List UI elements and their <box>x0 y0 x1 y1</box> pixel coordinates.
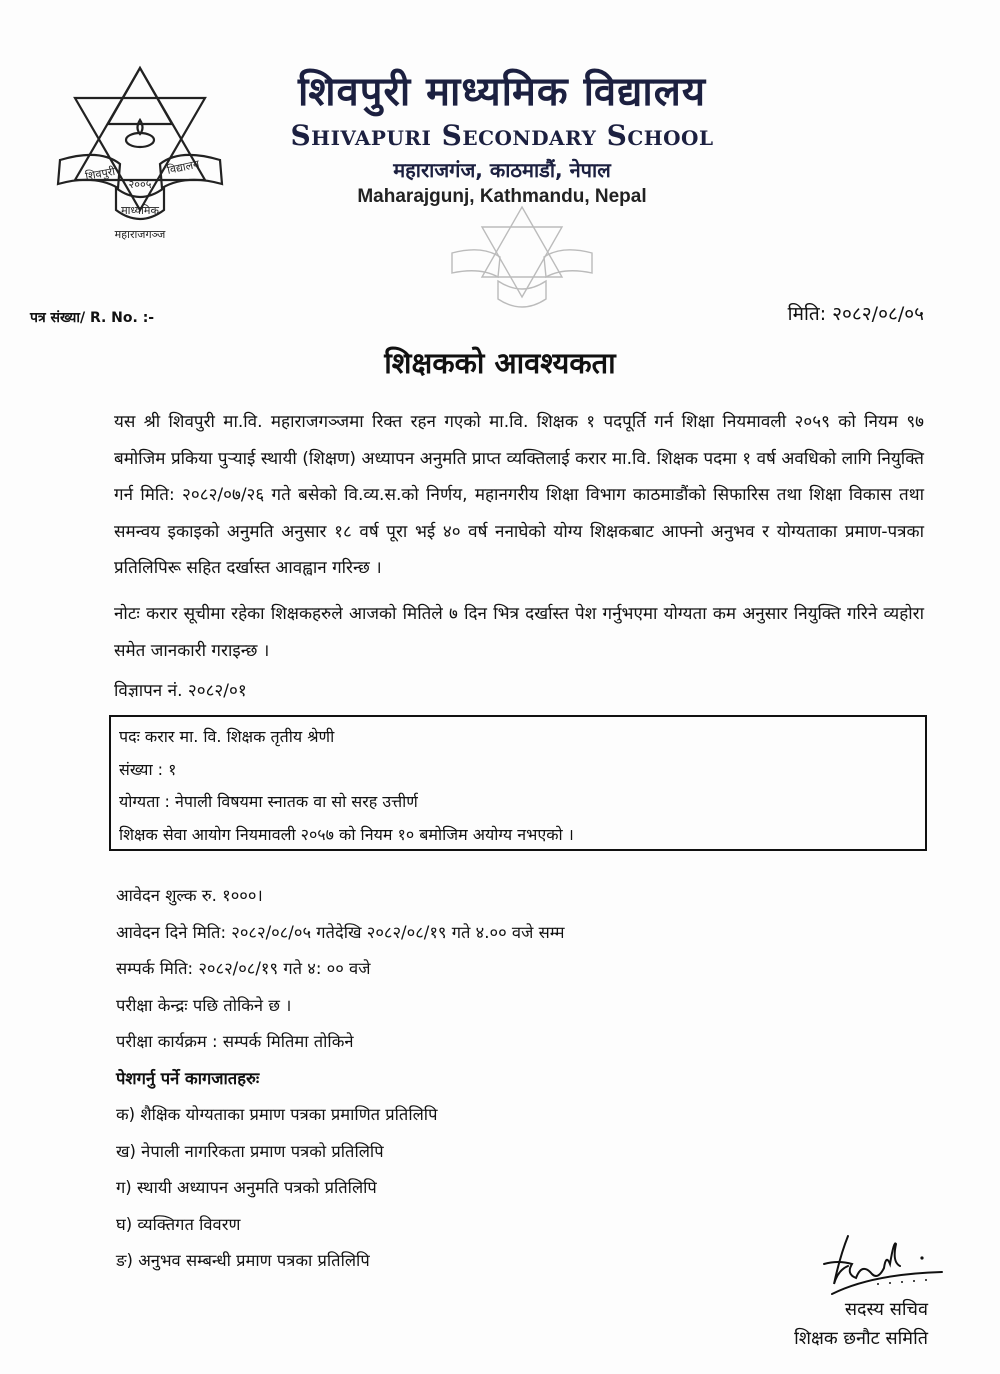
signatory-committee: शिक्षक छनौट समिति <box>794 1328 928 1349</box>
application-fee: आवेदन शुल्क रु. १०००। <box>116 886 263 905</box>
letterhead <box>262 66 742 210</box>
document-item: ङ) अनुभव सम्बन्धी प्रमाण पत्रका प्रतिलिपि <box>116 1251 370 1270</box>
main-paragraph: यस श्री शिवपुरी मा.वि. महाराजगञ्जमा रिक्त रहन गएको मा.वि. शिक्षक १ पदपूर्ति गर्न शिक्षा नियमावली २०५९ को नियम ९७ बमोजिम प्रकिया पुऱ्याई स्थायी (शिक्षण) अध्यापन अनुमति प्राप्त व्यक्तिलाई करार मा.वि. शिक्षक पदमा १ वर्ष अवधिको लागि नियुक्ति गर्न मिति: २०८२/०७/२६ गते बसेको वि.व्य.स.को निर्णय, महानगरीय शिक्षा विभाग काठमाडौंको सिफारिस तथा शिक्षा विकास तथा समन्वय इकाइको अनुमति अनुसार १८ वर्ष पूरा भई ४० वर्ष ननाघेको योग्य शिक्षकबाट आफ्नो अनुभव र योग्यताका प्रमाण-पत्रका प्रतिलिपिरू सहित दर्खास्त आवह्वान गरिन्छ । <box>114 412 924 578</box>
logo-ribbon-left: शिवपुरी <box>84 164 117 183</box>
letter-date: मिति: २०८२/०८/०५ <box>787 303 924 325</box>
address-en: Maharajgunj, Kathmandu, Nepal <box>357 186 647 207</box>
document-item: क) शैक्षिक योग्यताका प्रमाण पत्रका प्रमाणित प्रतिलिपि <box>116 1105 438 1124</box>
school-name-np: शिवपुरी माध्यमिक विद्यालय <box>297 69 707 115</box>
logo-star-up <box>108 68 172 124</box>
logo-year: २००५ <box>128 178 152 191</box>
note-paragraph: नोटः करार सूचीमा रहेका शिक्षकहरुले आजको मितिले ७ दिन भित्र दर्खास्त पेश गर्नुभएमा योग्यता कम अनुसार नियुक्ति गरिने व्यहोरा समेत जानकारी गराइन्छ । <box>114 604 924 661</box>
qualification: योग्यता : नेपाली विषयमा स्नातक वा सो सरह उत्तीर्ण <box>119 792 418 811</box>
logo-ribbon-center: माध्यमिक <box>121 204 159 217</box>
document-item: ग) स्थायी अध्यापन अनुमति पत्रको प्रतिलिपि <box>116 1178 377 1197</box>
signatory-role: सदस्य सचिव <box>844 1299 928 1320</box>
advertisement-number: विज्ञापन नं. २०८२/०१ <box>114 681 247 701</box>
vacancy-count: संख्या : १ <box>119 759 177 779</box>
application-details <box>116 878 565 1280</box>
address-np: महाराजगंज, काठमाडौं, नेपाल <box>393 158 611 182</box>
school-logo <box>20 62 260 247</box>
document-item: ख) नेपाली नागरिकता प्रमाण पत्रको प्रतिलिपि <box>116 1141 384 1161</box>
post-title: पदः करार मा. वि. शिक्षक तृतीय श्रेणी <box>119 727 335 746</box>
notice-title: शिक्षकको आवश्यकता <box>384 346 616 380</box>
logo-place: महाराजगञ्ज <box>114 228 166 241</box>
exam-schedule: परीक्षा कार्यक्रम : सम्पर्क मितिमा तोकिने <box>116 1032 354 1051</box>
document-item: घ) व्यक्तिगत विवरण <box>116 1214 241 1234</box>
documents-heading: पेशगर्नु पर्ने कागजातहरुः <box>116 1068 260 1088</box>
stamp-watermark <box>432 205 612 323</box>
school-name-en: Shivapuri Secondary School <box>290 119 714 152</box>
reference-number-label: पत्र संख्या/ R. No. :- <box>30 310 155 326</box>
position-details-box <box>109 715 927 851</box>
contact-date: सम्पर्क मिति: २०८२/०८/१९ गते ४: ०० वजे <box>116 959 371 978</box>
exam-center: परीक्षा केन्द्रः पछि तोकिने छ । <box>116 995 292 1015</box>
logo-ribbon-right: विद्यालय <box>165 157 201 177</box>
eligibility: शिक्षक सेवा आयोग नियमावली २०५७ को नियम १० बमोजिम अयोग्य नभएको । <box>119 824 574 844</box>
application-dates: आवेदन दिने मिति: २०८२/०८/०५ गतेदेखि २०८२/०८/१९ गते ४.०० वजे सम्म <box>116 922 565 942</box>
handwritten-signature <box>818 1232 948 1302</box>
